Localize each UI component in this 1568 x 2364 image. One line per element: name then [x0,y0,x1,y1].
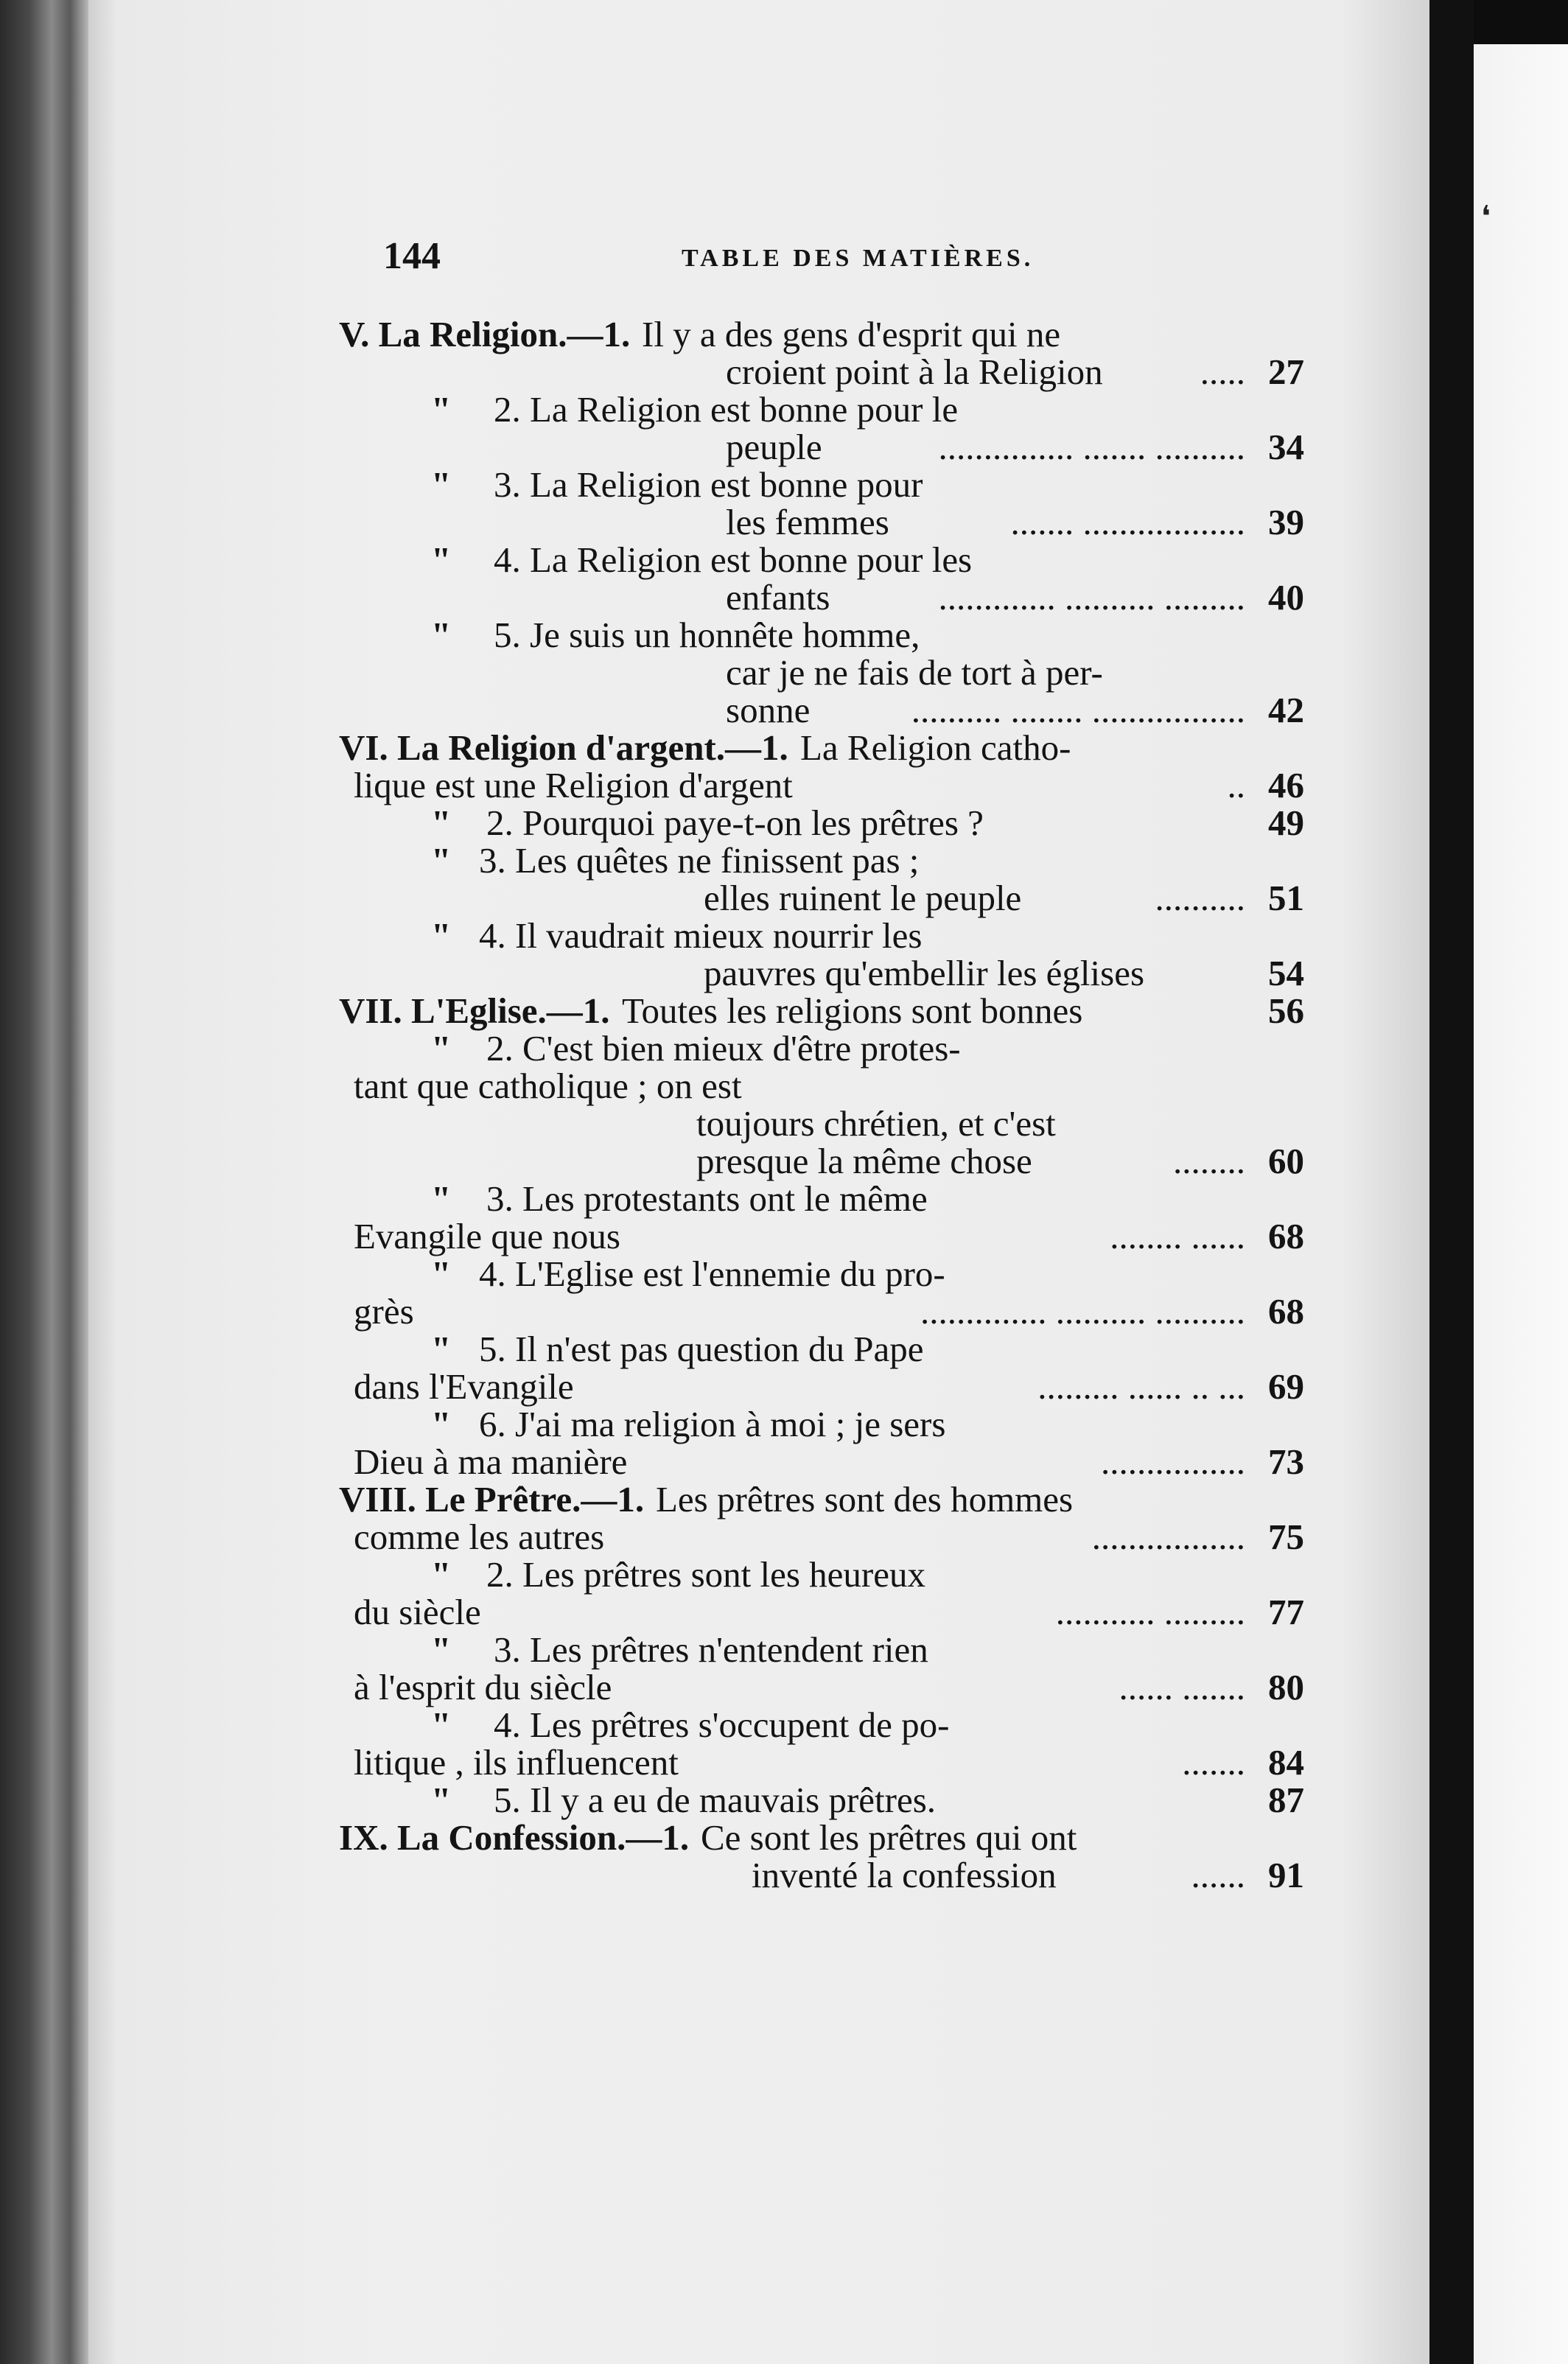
dot-leader: ....... ...... [1119,1668,1245,1706]
toc-entry-text: 4. Les prêtres s'occupent de po- [494,1704,950,1745]
toc-entry-text: 4. La Religion est bonne pour les [494,539,973,580]
toc-chapter-label: VI. La Religion d'argent.—1. [339,727,788,768]
dot-leader: .......... ....... ............... [938,428,1245,466]
toc-chapter-label: V. La Religion.—1. [339,314,631,354]
toc-entry-text: 3. La Religion est bonne pour [494,464,923,505]
toc-line [354,842,1326,879]
toc-page-number: 68 [1268,1216,1304,1256]
toc-line [354,1255,1326,1293]
toc-line [354,1856,1326,1894]
toc-entry-text: lique est une Religion d'argent [354,765,793,805]
toc-page-number: 69 [1268,1366,1304,1407]
toc-page-number: 80 [1268,1667,1304,1707]
ditto-mark: " [431,1329,452,1369]
toc-entry-text: pauvres qu'embellir les églises [704,953,1145,993]
toc-entry-text: Les prêtres sont des hommes [656,1479,1074,1520]
toc-line [354,1556,1326,1593]
toc-entry-text: 5. Il n'est pas question du Pape [479,1329,924,1369]
toc-line [354,616,1326,654]
ditto-mark: " [431,915,452,956]
toc-page-number: 91 [1268,1855,1304,1895]
toc-page-number: 84 [1268,1742,1304,1783]
toc-entry-text: Toutes les religions sont bonnes [622,990,1083,1031]
toc-line [354,1029,1326,1067]
toc-page-number: 87 [1268,1780,1304,1820]
toc-line [339,314,1326,354]
toc-line [354,1293,1326,1330]
toc-entry-text: tant que catholique ; on est [354,1066,742,1106]
toc-chapter-label: IX. La Confession.—1. [339,1817,690,1858]
toc-line [339,727,1326,768]
toc-page-number: 40 [1268,577,1304,618]
dot-leader: .......... .......... .............. [920,1293,1245,1330]
toc-entry-text: 3. Les quêtes ne finissent pas ; [479,840,920,881]
dot-leader: ......... ........... [1055,1593,1245,1631]
ditto-mark: " [431,1554,452,1595]
toc-line [354,353,1326,391]
toc-entry-text: 5. Je suis un honnête homme, [494,615,920,655]
adjacent-page-mark: ❛ [1481,200,1491,233]
ditto-mark: " [431,615,452,655]
dot-leader: ................. [1091,1518,1245,1556]
toc-line [354,691,1326,729]
toc-entry-text: Dieu à ma manière [354,1441,628,1482]
toc-page-number: 68 [1268,1291,1304,1332]
page-header [383,234,1326,279]
toc-entry-text: 4. L'Eglise est l'ennemie du pro- [479,1253,945,1294]
toc-entry-text: car je ne fais de tort à per- [726,652,1103,693]
toc-entry-text: elles ruinent le peuple [704,878,1022,918]
toc-entry-text: 3. Les protestants ont le même [486,1178,928,1219]
toc-entry-text: toujours chrétien, et c'est [696,1103,1056,1144]
toc-page-number: 77 [1268,1592,1304,1632]
adjacent-page-edge [1474,44,1568,2364]
toc-line [354,1067,1326,1105]
toc-line [339,1479,1326,1520]
toc-line [354,1781,1326,1819]
dot-leader: ................. ........ .......... [911,691,1245,729]
toc-line [354,1105,1326,1142]
toc-line [354,1405,1326,1443]
toc-entry-text: La Religion catho- [800,727,1071,768]
dot-leader: ...... ........ [1110,1217,1245,1255]
toc-entry-text: dans l'Evangile [354,1366,574,1407]
dot-leader: ......... .......... ............. [938,578,1245,616]
dot-leader: .................. ....... [1010,503,1245,541]
toc-entry-text: à l'esprit du siècle [354,1667,612,1707]
toc-line [354,1518,1326,1556]
left-binding-edge [0,0,88,2364]
toc-line [354,1668,1326,1706]
ditto-mark: " [431,1178,452,1219]
ditto-mark: " [431,1404,452,1444]
toc-entry-text: les femmes [726,502,889,542]
page-number: 144 [383,235,441,277]
dot-leader: ....... [1182,1744,1245,1781]
toc-page-number: 39 [1268,502,1304,542]
toc-entry-text: 4. Il vaudrait mieux nourrir les [479,915,923,956]
ditto-mark: " [431,1704,452,1745]
toc-entry-text: 3. Les prêtres n'entendent rien [494,1629,928,1670]
toc-line [354,766,1326,804]
toc-entry-text: croient point à la Religion [726,352,1103,392]
toc-chapter-label: VII. L'Eglise.—1. [339,990,610,1031]
toc-line [354,917,1326,954]
ditto-mark: " [431,1028,452,1069]
toc-line [354,578,1326,616]
page-gutter [1429,0,1474,2364]
ditto-mark: " [431,840,452,881]
toc-entry-text: Ce sont les prêtres qui ont [701,1817,1077,1858]
toc-page-number: 51 [1268,878,1304,918]
toc-line [354,1142,1326,1180]
toc-line [339,1817,1326,1858]
dot-leader: .. [1227,766,1245,804]
toc-line [354,391,1326,428]
toc-line [354,1593,1326,1631]
toc-page-number: 42 [1268,690,1304,730]
toc-entry-text: enfants [726,577,830,618]
toc-entry-text: sonne [726,690,811,730]
toc-entry-text: peuple [726,427,822,467]
toc-entry-text: litique , ils influencent [354,1742,679,1783]
toc-entry-text: Il y a des gens d'esprit qui ne [642,314,1061,354]
ditto-mark: " [431,464,452,505]
toc-page-number: 46 [1268,765,1304,805]
ditto-mark: " [431,1780,452,1820]
ditto-mark: " [431,539,452,580]
dot-leader: ................ [1101,1443,1245,1480]
toc-line [354,1180,1326,1217]
dot-leader: ........ [1173,1142,1245,1180]
ditto-mark: " [431,1629,452,1670]
dot-leader: ...... [1191,1856,1245,1894]
toc-entry-text: 2. Les prêtres sont les heureux [486,1554,925,1595]
toc-line [354,1368,1326,1405]
toc-page-number: 27 [1268,352,1304,392]
toc-entry-text: 5. Il y a eu de mauvais prêtres. [494,1780,937,1820]
toc-page-number: 54 [1268,953,1304,993]
toc-line [354,503,1326,541]
toc-line [354,428,1326,466]
toc-line [354,541,1326,578]
toc-entry-text: du siècle [354,1592,481,1632]
dot-leader: ..... [1200,353,1245,391]
toc-line [354,954,1326,992]
toc-line [354,1706,1326,1744]
toc-entry-text: grès [354,1291,414,1332]
toc-line [339,990,1326,1031]
toc-line [354,1217,1326,1255]
dot-leader: ... .. ...... ......... [1037,1368,1245,1405]
toc-page-number: 60 [1268,1141,1304,1181]
ditto-mark: " [431,802,452,843]
toc-entry-text: Evangile que nous [354,1216,620,1256]
toc-entry-text: presque la même chose [696,1141,1032,1181]
toc-line [354,1631,1326,1668]
toc-entry-text: comme les autres [354,1517,605,1557]
dot-leader: .......... [1155,879,1245,917]
toc-line [354,804,1326,842]
toc-entry-text: 2. C'est bien mieux d'être protes- [486,1028,961,1069]
ditto-mark: " [431,389,452,430]
toc-page-number: 75 [1268,1517,1304,1557]
toc-line [354,879,1326,917]
table-of-contents [339,314,1326,1895]
ditto-mark: " [431,1253,452,1294]
toc-line [354,1744,1326,1781]
toc-line [354,654,1326,691]
toc-page-number: 49 [1268,802,1304,843]
toc-line [354,1443,1326,1480]
toc-page-number: 73 [1268,1441,1304,1482]
toc-entry-text: inventé la confession [752,1855,1057,1895]
toc-page-number: 34 [1268,427,1304,467]
running-title: TABLE DES MATIÈRES. [682,245,1035,272]
toc-chapter-label: VIII. Le Prêtre.—1. [339,1479,645,1520]
toc-entry-text: 2. Pourquoi paye-t-on les prêtres ? [486,802,984,843]
toc-line [354,1330,1326,1368]
toc-page-number: 56 [1268,990,1304,1031]
toc-entry-text: 2. La Religion est bonne pour le [494,389,959,430]
toc-line [354,466,1326,503]
toc-entry-text: 6. J'ai ma religion à moi ; je sers [479,1404,946,1444]
